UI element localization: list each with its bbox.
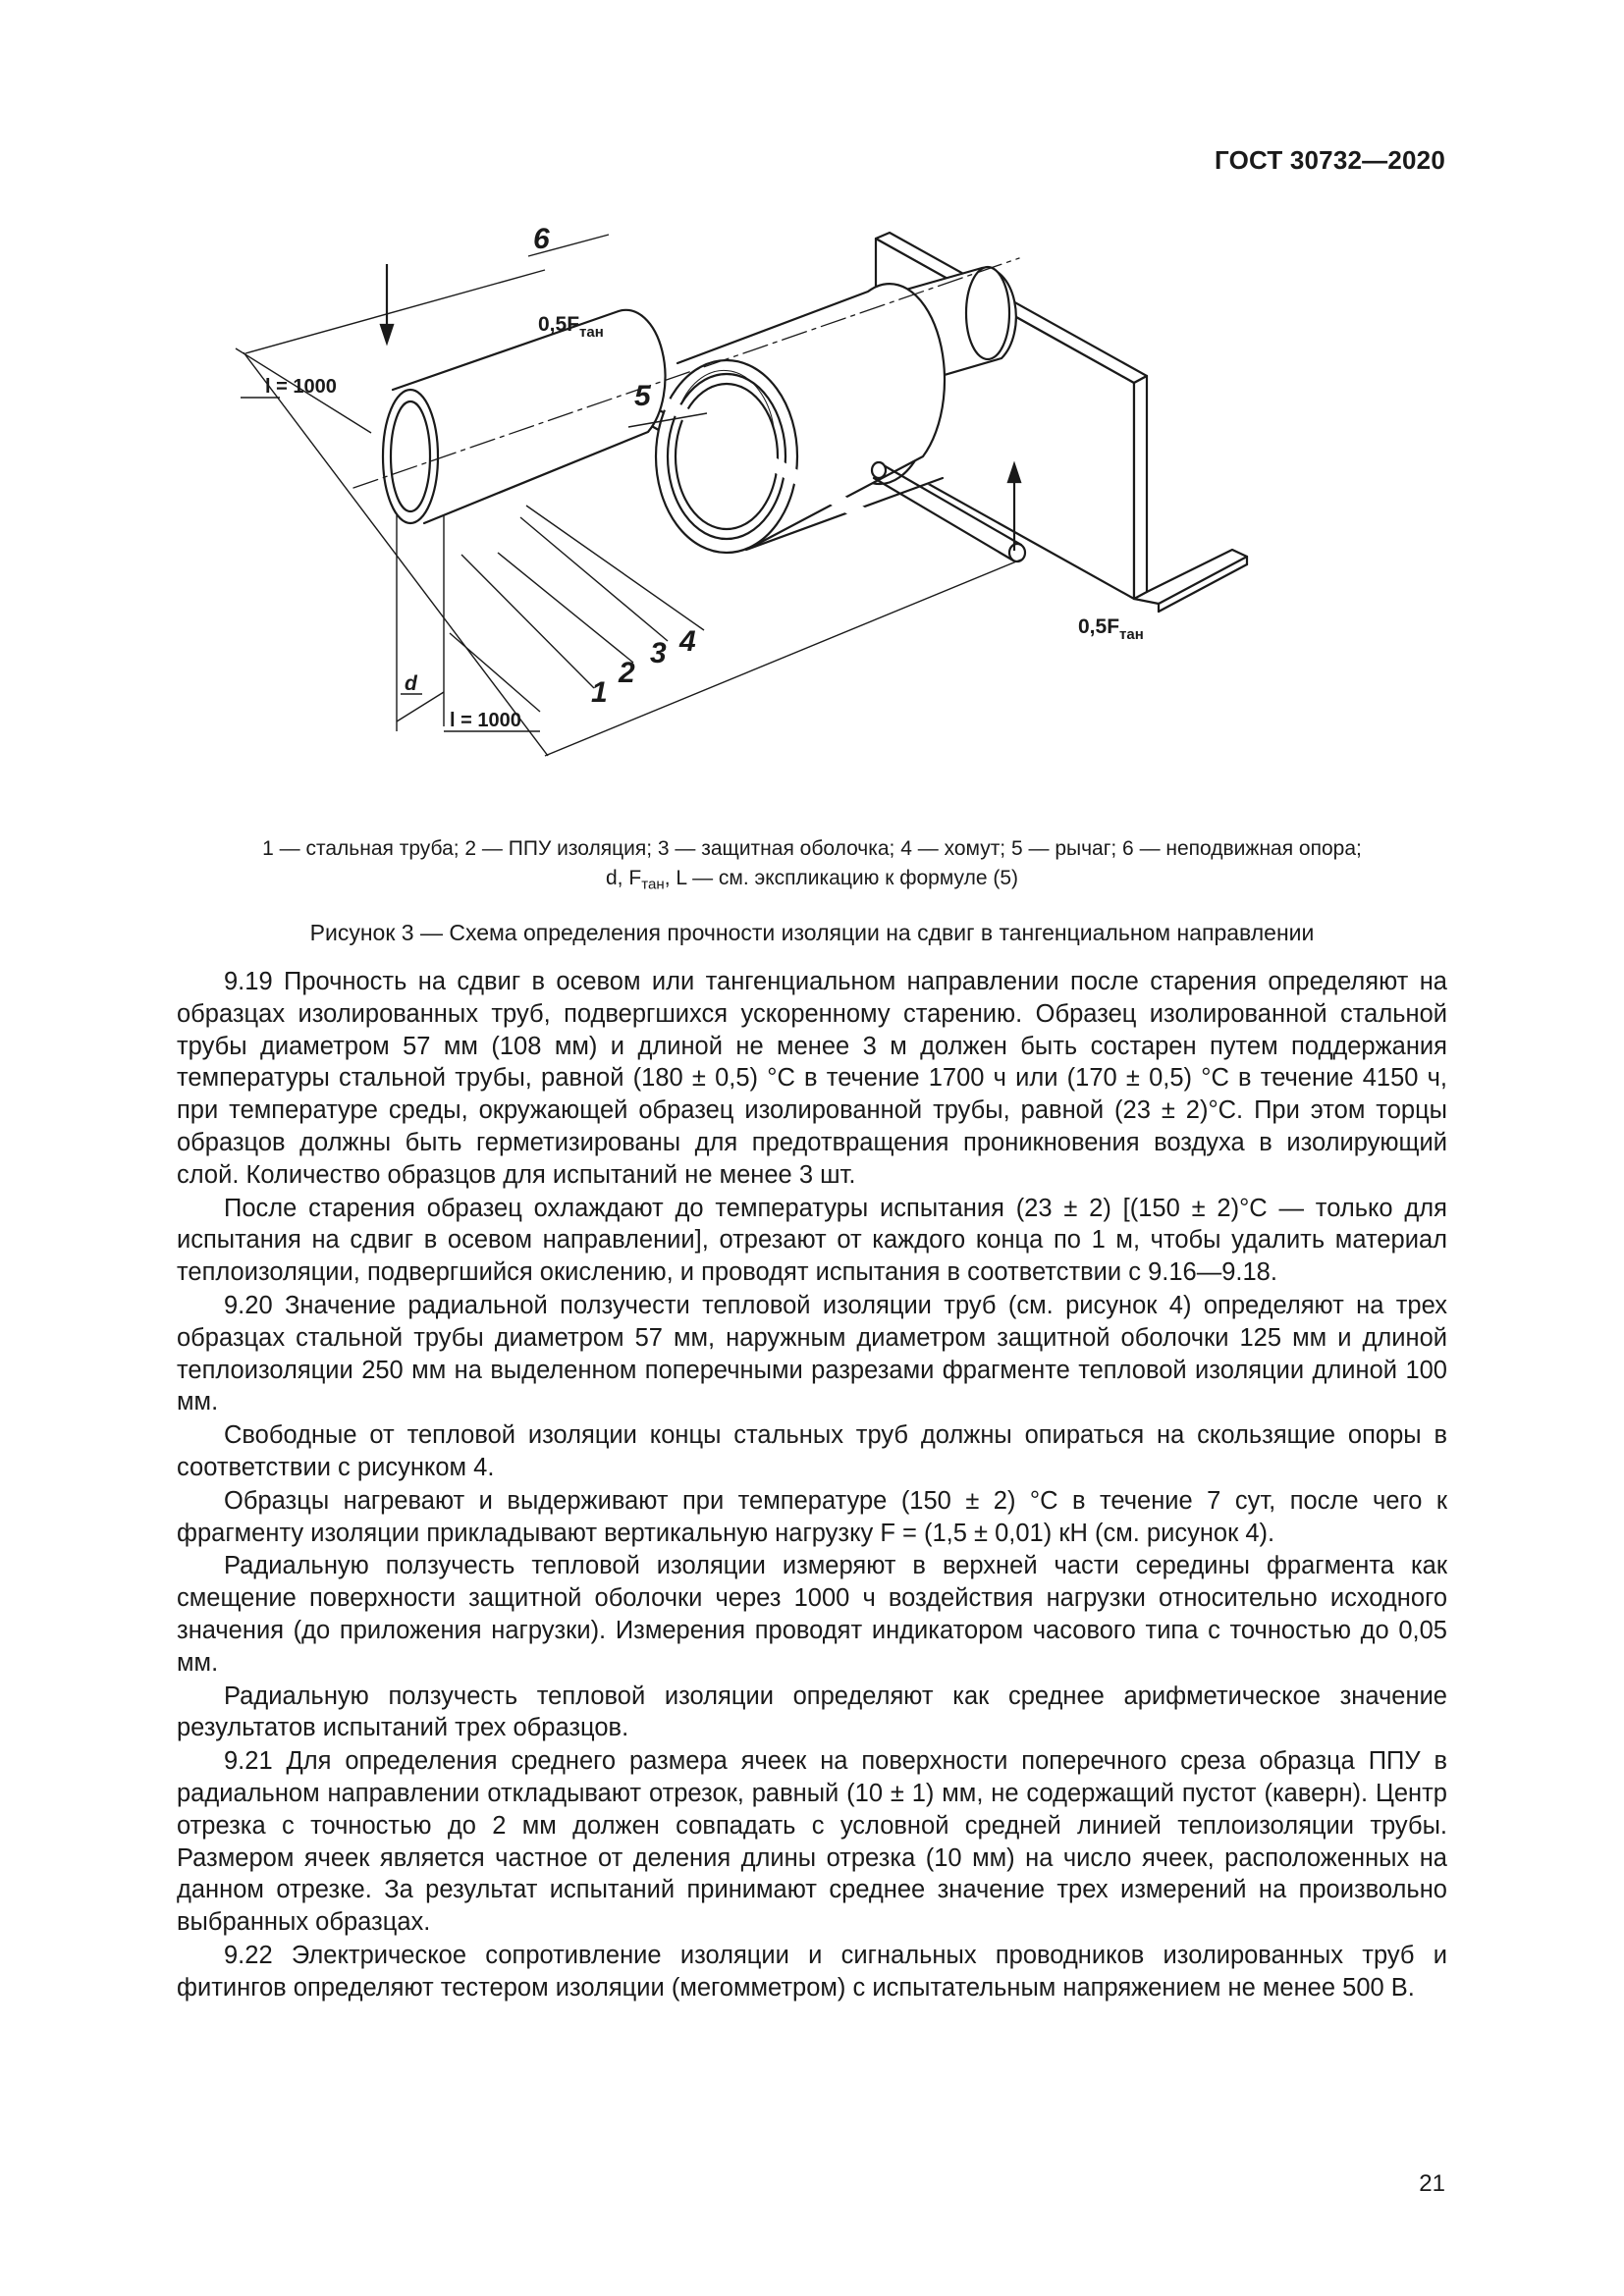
label-1: 1: [591, 676, 608, 709]
figure-legend: [177, 834, 1447, 893]
length-label-upper: l = 1000: [265, 376, 337, 398]
force-arrow-down: [381, 325, 393, 343]
label-6: 6: [533, 223, 550, 255]
support-plate-side: [1134, 376, 1147, 599]
label-5: 5: [634, 380, 651, 412]
pipe-bore: [391, 401, 430, 511]
paragraph: Радиальную ползучесть тепловой изоляции определяют как среднее арифметическое значение результатов испытаний трех образцов.: [177, 1682, 1447, 1742]
paragraph: Образцы нагревают и выдерживают при температуре (150 ± 2) °С в течение 7 сут, после чего к фрагменту изоляции прикладывают вертикальную нагрузку F = (1,5 ± 0,01) кН (см. рисунок 4).: [177, 1486, 1447, 1547]
front-lever-end: [1009, 544, 1025, 561]
label-3: 3: [650, 637, 667, 669]
paragraph: После старения образец охлаждают до температуры испытания (23 ± 2) [(150 ± 2)°С — только для испытания на сдвиг в осевом направлении], отрезают от каждого конца по 1 м, чтобы удалить материал теплоизоляции, подвергшийся окислению, и проводят испытания в соответствии с 9.16—9.18.: [177, 1194, 1447, 1287]
shear-test-diagram: [265, 221, 1316, 839]
page-number: 21: [1419, 2170, 1445, 2197]
label-2: 2: [619, 657, 635, 689]
paragraph: 9.20 Значение радиальной ползучести тепловой изоляции труб (см. рисунок 4) определяют на трех образцах стальной трубы диаметром 57 мм, наружным диаметром защитной оболочки 125 мм и длиной теплоизоляции 250 мм на выделенном поперечными разрезами фрагменте тепловой изоляции длиной 100 мм.: [177, 1291, 1447, 1416]
figure-caption: Рисунок 3 — Схема определения прочности изоляции на сдвиг в тангенциальном направлении: [309, 920, 1315, 945]
paragraph: 9.19 Прочность на сдвиг в осевом или тангенциальном направлении после старения определяют на образцах изолированных труб, подвергшихся ускоренному старению. Образец изолированной стальной трубы диаметром 57 мм (108 мм) и длиной не менее 3 м должен быть состарен путем поддержания температуры стальной трубы, равной (180 ± 0,5) °С в течение 1700 ч или (170 ± 0,5) °С в течение 4150 ч, при температуре среды, окружающей образец изолированной трубы, равной (23 ± 2)°С. При этом торцы образцов должны быть герметизированы для предотвращения проникновения воздуха в изолирующий слой. Количество образцов для испытаний не менее 3 шт.: [177, 968, 1447, 1189]
label-4: 4: [679, 625, 696, 658]
paragraph: Свободные от тепловой изоляции концы стальных труб должны опираться на скользящие опоры в соответствии с рисунком 4.: [177, 1421, 1447, 1481]
legend-line-2: d, $F_{тан}$, L — см. экспликацию к формуле (5): [606, 867, 1018, 893]
legend-line-1: 1 — стальная труба; 2 — ППУ изоляция; 3 — защитная оболочка; 4 — хомут; 5 — рычаг; 6 — неподвижная опора;: [262, 837, 1362, 860]
document-code: ГОСТ 30732—2020: [1215, 145, 1445, 175]
body-text: [177, 966, 1447, 2004]
paragraph: 9.21 Для определения среднего размера ячеек на поверхности поперечного среза образца ППУ в радиальном направлении откладывают отрезок, равный (10 ± 1) мм, не содержащий пустот (каверн). Центр отрезка с точностью до 2 мм должен совпадать с условной средней линией теплоизоляции трубы. Размером ячеек является частное от деления длины отрезка (10 мм) на число ячеек, расположенных на данном отрезке. За результат испытаний принимают среднее значение трех измерений на произвольно выбранных образцах.: [177, 1747, 1447, 1937]
paragraph: Радиальную ползучесть тепловой изоляции измеряют в верхней части середины фрагмента как смещение поверхности защитной оболочки через 1000 ч воздействия нагрузки относительно исходного значения (до приложения нагрузки). Измерения проводят индикатором часового типа с точностью до 0,05 мм.: [177, 1552, 1447, 1677]
force-label-right: $0,5F_{тан}$: [1078, 615, 1144, 643]
force-label-left: $0,5F_{тан}$: [538, 313, 604, 341]
diameter-label: d: [405, 672, 417, 695]
figure-3-diagram: [265, 221, 1316, 839]
paragraph: 9.22 Электрическое сопротивление изоляции и сигнальных проводников изолированных труб и фитингов определяют тестером изоляции (мегомметром) с испытательным напряжением не менее 500 В.: [177, 1941, 1447, 2002]
length-label-lower: l = 1000: [450, 710, 521, 731]
